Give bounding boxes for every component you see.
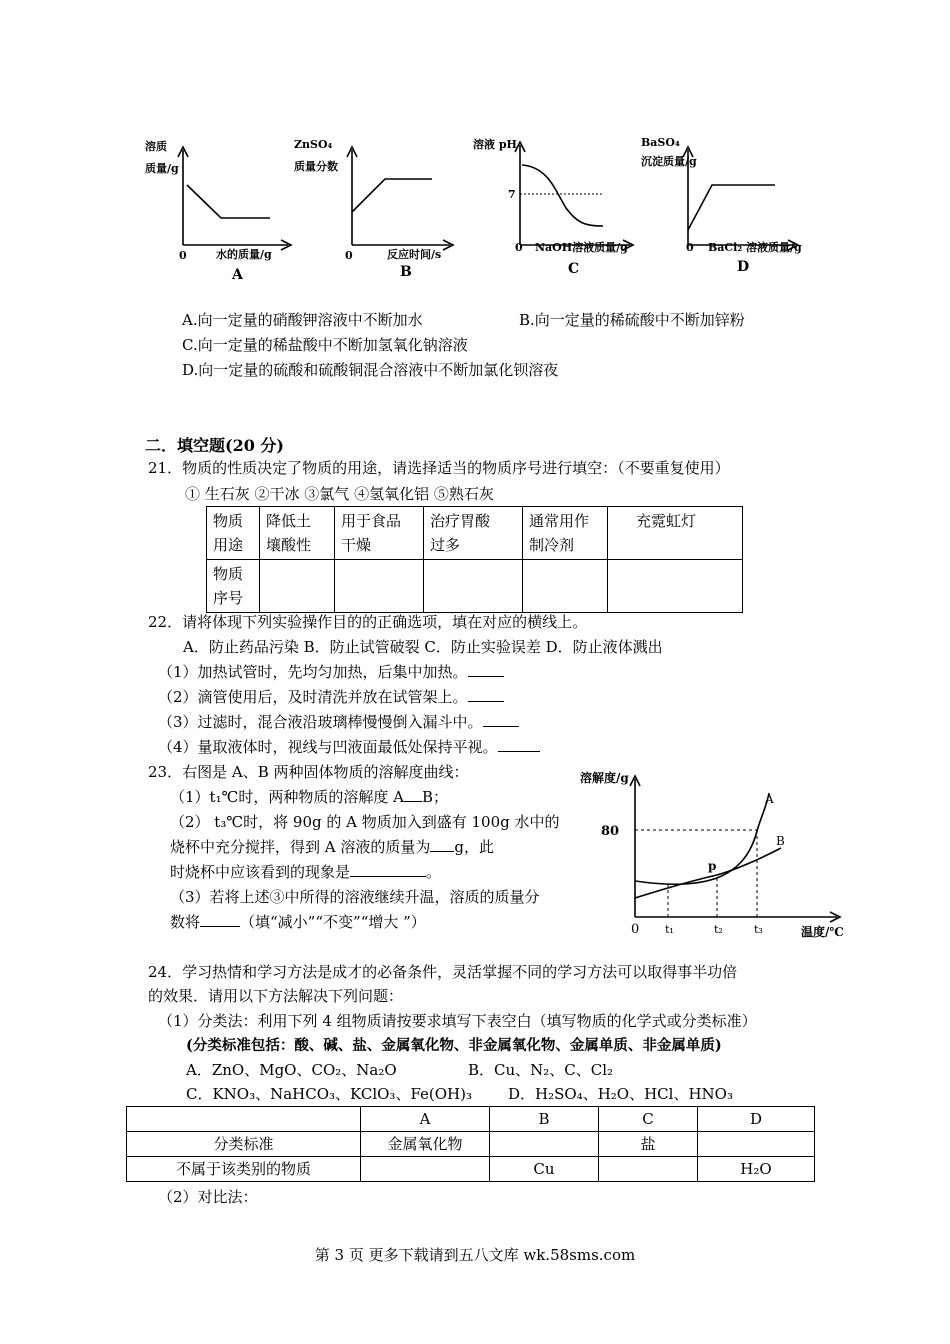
- q24-cell: 金属氧化物: [361, 1132, 490, 1157]
- q24-cell: H₂O: [698, 1157, 815, 1182]
- graph-c-xlabel: NaOH溶液质量/g: [535, 241, 628, 254]
- q23-blank-3[interactable]: [350, 876, 426, 877]
- curve-b: [635, 848, 781, 898]
- q22-item-1: （1）加热试管时，先均匀加热，后集中加热。: [158, 661, 504, 682]
- q24-cell-input[interactable]: [490, 1132, 599, 1157]
- q21-answer-4[interactable]: [523, 560, 608, 613]
- q24-cell-input[interactable]: [599, 1157, 698, 1182]
- q22-blank-2[interactable]: [468, 701, 504, 702]
- q24-cell-input[interactable]: [361, 1157, 490, 1182]
- q21-stem: 21．物质的性质决定了物质的用途，请选择适当的物质序号进行填空：（不要重复使用）: [148, 459, 730, 477]
- curve-a-label: A: [765, 792, 774, 806]
- q24-part-1: （1）分类法：利用下列 4 组物质请按要求填写下表空白（填写物质的化学式或分类标准）: [158, 1012, 757, 1030]
- q24-header-b: B: [490, 1107, 599, 1132]
- q22-stem: 22．请将体现下列实验操作目的的正确选项，填在对应的横线上。: [148, 613, 588, 631]
- y-tick-80: 80: [601, 824, 620, 839]
- q21-use-3: 治疗胃酸 过多: [424, 507, 523, 560]
- q24-group-c: C．KNO₃、NaHCO₃、KClO₃、Fe(OH)₃: [186, 1085, 473, 1103]
- graph-d-letter: D: [737, 259, 750, 275]
- q24-stem-1: 24．学习热情和学习方法是成才的必备条件，灵活掌握不同的学习方法可以取得事半功倍: [148, 963, 738, 981]
- solubility-xlabel: 温度/℃: [801, 925, 844, 939]
- t1-label: t₁: [665, 923, 674, 936]
- q21-table: [206, 506, 743, 613]
- q23-blank-1[interactable]: [404, 801, 422, 802]
- graph-d-xlabel: BaCl₂ 溶液质量/g: [708, 241, 802, 254]
- q24-row-exception-label: 不属于该类别的物质: [127, 1157, 361, 1182]
- t3-label: t₃: [754, 923, 763, 936]
- q22-blank-4[interactable]: [498, 751, 540, 752]
- q21-use-2: 用于食品 干燥: [335, 507, 424, 560]
- graph-c-ylabel1: 溶液 pH: [473, 138, 517, 151]
- graph-a-origin: 0: [179, 249, 187, 262]
- q20-option-d: D.向一定量的硫酸和硫酸铜混合溶液中不断加氯化钡溶夜: [182, 361, 559, 379]
- q23-line-4: 时烧杯中应该看到的现象是 。: [170, 863, 442, 881]
- graph-b-ylabel1: ZnSO₄: [294, 138, 333, 151]
- q21-answer-1[interactable]: [260, 560, 335, 613]
- q24-standards: (分类标准包括：酸、碱、盐、金属氧化物、非金属氧化物、金属单质、非金属单质): [186, 1037, 722, 1054]
- graph-d-ylabel1: BaSO₄: [641, 136, 680, 149]
- page-footer: 第 3 页 更多下载请到五八文库 wk.58sms.com: [314, 1246, 636, 1264]
- q23-line-2: （2） t₃℃时，将 90g 的 A 物质加入到盛有 100g 水中的: [170, 813, 560, 831]
- q21-answer-3[interactable]: [424, 560, 523, 613]
- q21-head-use: 物质 用途: [207, 507, 260, 560]
- q24-header-blank: [127, 1107, 361, 1132]
- graph-c-mark: 7: [508, 188, 516, 201]
- q24-header-c: C: [599, 1107, 698, 1132]
- graph-c-origin: 0: [515, 241, 523, 254]
- graph-a-ylabel1: 溶质: [145, 140, 167, 153]
- curve-a: [635, 793, 769, 884]
- q21-answer-2[interactable]: [335, 560, 424, 613]
- graph-b-ylabel2: 质量分数: [294, 160, 338, 173]
- graph-b-letter: B: [400, 264, 412, 280]
- q23-stem: 23．右图是 A、B 两种固体物质的溶解度曲线：: [148, 763, 469, 781]
- q21-answer-5[interactable]: [608, 560, 743, 613]
- graph-b-origin: 0: [345, 249, 353, 262]
- graph-a-ylabel2: 质量/g: [145, 162, 179, 175]
- q23-blank-2[interactable]: [430, 851, 454, 852]
- q23-line-5: （3）若将上述③中所得的溶液继续升温，溶质的质量分: [170, 888, 540, 906]
- graph-c-letter: C: [568, 261, 580, 277]
- q24-cell-input[interactable]: [698, 1132, 815, 1157]
- section-title: 二．填空题(20 分): [145, 436, 284, 455]
- q22-item-4: （4）量取液体时，视线与凹液面最低处保持平视。: [158, 736, 540, 757]
- q20-option-b: B.向一定量的稀硫酸中不断加锌粉: [519, 311, 745, 329]
- q24-cell: 盐: [599, 1132, 698, 1157]
- q23-blank-4[interactable]: [200, 926, 240, 927]
- point-p-label: p: [708, 859, 717, 873]
- graph-a-letter: A: [232, 267, 243, 283]
- q24-cell: Cu: [490, 1157, 599, 1182]
- q23-line-1: （1）t₁℃时，两种物质的溶解度 A B；: [170, 788, 448, 806]
- q22-item-2: （2）滴管使用后，及时清洗并放在试管架上。: [158, 686, 504, 707]
- q24-group-b: B．Cu、N₂、C、Cl₂: [468, 1061, 614, 1079]
- t2-label: t₂: [714, 923, 723, 936]
- q24-header-d: D: [698, 1107, 815, 1132]
- graph-a-xlabel: 水的质量/g: [216, 248, 272, 261]
- graph-row: [0, 125, 950, 290]
- q21-use-4: 通常用作 制冷剂: [523, 507, 608, 560]
- solubility-ylabel: 溶解度/g: [580, 771, 629, 785]
- q22-blank-3[interactable]: [483, 726, 519, 727]
- graph-d-ylabel2: 沉淀质量/g: [641, 155, 697, 168]
- q23-line-6: 数将 （填“减小”“不变”“增大 ”）: [170, 913, 426, 931]
- origin-label: 0: [631, 922, 640, 937]
- q22-options: A．防止药品污染 B．防止试管破裂 C．防止实验误差 D．防止液体溅出: [183, 638, 663, 656]
- q24-part-2: （2）对比法：: [158, 1188, 258, 1206]
- graph-d-origin: 0: [686, 241, 694, 254]
- curve-b-label: B: [776, 834, 785, 848]
- q24-group-d: D．H₂SO₄、H₂O、HCl、HNO₃: [508, 1085, 733, 1103]
- q24-row-standard-label: 分类标准: [127, 1132, 361, 1157]
- q24-header-a: A: [361, 1107, 490, 1132]
- q22-item-3: （3）过滤时，混合液沿玻璃棒慢慢倒入漏斗中。: [158, 711, 519, 732]
- q24-group-a: A．ZnO、MgO、CO₂、Na₂O: [186, 1061, 397, 1079]
- q22-blank-1[interactable]: [468, 676, 504, 677]
- graph-b-xlabel: 反应时间/s: [387, 248, 442, 261]
- q24-table: [126, 1106, 815, 1182]
- q21-use-1: 降低土 壤酸性: [260, 507, 335, 560]
- q21-options: ① 生石灰 ②干冰 ③氯气 ④氢氧化铝 ⑤熟石灰: [185, 485, 494, 503]
- q20-option-c: C.向一定量的稀盐酸中不断加氢氧化钠溶液: [182, 336, 468, 354]
- q24-stem-2: 的效果．请用以下方法解决下列问题：: [148, 987, 404, 1005]
- q21-head-number: 物质 序号: [207, 560, 260, 613]
- q23-line-3: 烧杯中充分搅拌，得到 A 溶液的质量为 g，此: [170, 838, 494, 856]
- q20-option-a: A.向一定量的硝酸钾溶液中不断加水: [182, 311, 423, 329]
- q21-use-5: 充霓虹灯: [608, 507, 743, 560]
- solubility-graph: [575, 765, 855, 945]
